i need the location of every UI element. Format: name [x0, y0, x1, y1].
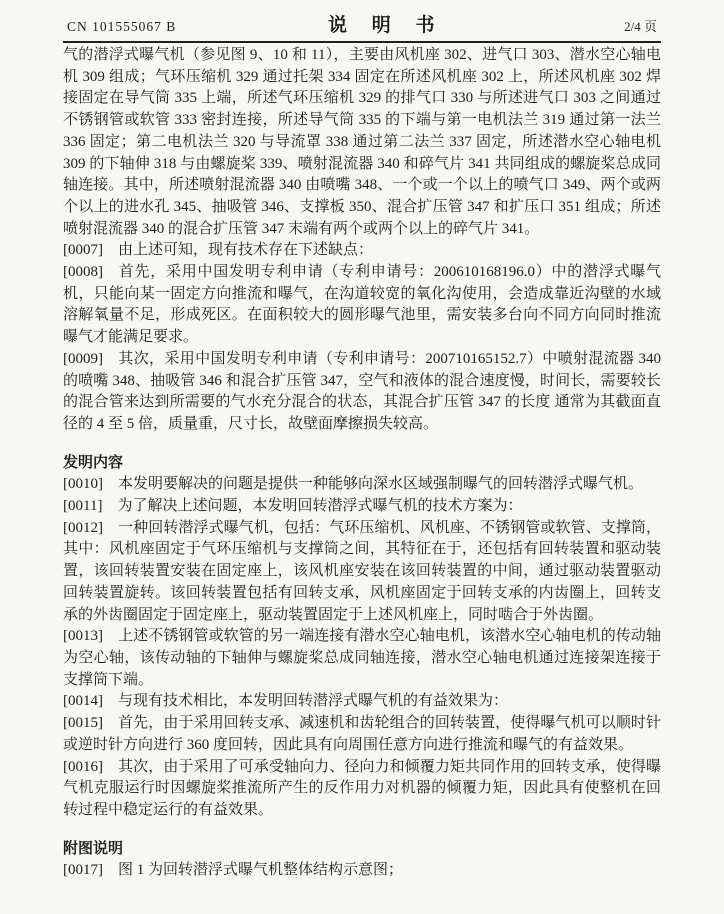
paragraph: [0015] 首先，由于采用回转支承、减速机和齿轮组合的回转装置，使得曝气机可以顺时针或逆时针方向进行 360 度回转，因此具有向周围任意方向进行推流和曝气的有益效果。 — [63, 715, 661, 753]
paragraph-number: [0012] — [63, 519, 103, 536]
paragraph-number: [0016] — [63, 758, 103, 775]
paragraph-number: [0009] — [63, 350, 103, 367]
paragraph: [0010] 本发明要解决的问题是提供一种能够向深水区域强制曝气的回转潜浮式曝气机。 — [63, 476, 644, 493]
section-heading: 发明内容 — [63, 454, 124, 471]
paragraph: [0016] 其次，由于采用了可承受轴向力、径向力和倾覆力矩共同作用的回转支承，使得曝气机克服运行时因螺旋桨推流所产生的反作用力对机器的倾覆力矩，因此具有使整机在回转过程中稳定运行的有益效果。 — [63, 758, 661, 818]
paragraph-number: [0015] — [63, 715, 103, 732]
paragraph: [0011] 为了解决上述问题，本发明回转潜浮式曝气机的技术方案为： — [63, 498, 523, 515]
header-divider-rule — [63, 41, 661, 43]
page-number-indicator: 2/4 页 — [624, 19, 657, 34]
paragraph: [0017] 图 1 为回转潜浮式曝气机整体结构示意图； — [63, 862, 404, 879]
paragraph-number: [0008] — [63, 264, 103, 281]
paragraph-number: [0017] — [63, 862, 103, 879]
paragraph: 气的潜浮式曝气机（参见图 9、10 和 11），主要由风机座 302、进气口 303、潜水空心轴电机 309 组成；气环压缩机 329 通过托架 334 固定在所述风机座 302 上，所述风机座 302 焊接固定在导气筒 335 上端，所述气环压缩机 329 的排气口 330 与所述进气口 303 之间通过不锈钢管或软管 333 密封连接，所述导气筒 335 的下端与第一电机法兰 319 通过第一法兰 336 固定；第二电机法兰 320 与导流罩 338 通过第二法兰 337 固定，所述潜水空心轴电机 309 的下轴伸 318 与由螺旋桨 339、喷射混流器 340 和碎气片 341 共同组成的螺旋桨总成同轴连接。其中，所述喷射混流器 340 由喷嘴 348、一个或一个以上的喷气口 349、两个或两个以上的进水孔 345、抽吸管 346、支撑板 350、混合扩压管 347 和扩压口 351 组成；所述喷射混流器 340 的混合扩压管 347 末端有两个或两个以上的碎气片 341。 — [63, 47, 661, 237]
paragraph: [0009] 其次，采用中国发明专利申请（专利申请号：200710165152.7）中喷射混流器 340 的喷嘴 348、抽吸管 346 和混合扩压管 347，空气和液体的混合速度慢，时间长，需要较长的混合管来达到所需要的气水充分混合的状态，其混合扩压管 347 的长度 通常为其截面直径的 4 至 5 倍，质量重，尺寸长，故壁面摩擦损失较高。 — [63, 350, 661, 432]
paragraph: [0007] 由上述可知，现有技术存在下述缺点： — [63, 242, 374, 259]
document-title: 说 明 书 — [327, 15, 445, 36]
paragraph-number: [0013] — [63, 628, 103, 645]
document-body — [63, 45, 661, 882]
paragraph: [0014] 与现有技术相比，本发明回转潜浮式曝气机的有益效果为： — [63, 693, 509, 710]
paragraph: [0008] 首先，采用中国发明专利申请（专利申请号：200610168196.0）中的潜浮式曝气机，只能向某一固定方向推流和曝气，在沟道较宽的氧化沟使用，会造成靠近沟壁的水域溶解氧量不足，形成死区。在面积较大的圆形曝气池里，需安装多台向不同方向同时推流曝气才能满足要求。 — [63, 264, 661, 346]
paragraph: [0012] 一种回转潜浮式曝气机，包括：气环压缩机、风机座、不锈钢管或软管、支撑筒，其中：风机座固定于气环压缩机与支撑筒之间，其特征在于，还包括有回转装置和驱动装置，该回转装置安装在固定座上，该风机座安装在该回转装置的中间，通过驱动装置驱动回转装置旋转。该回转装置包括有回转支承，风机座固定于回转支承的内齿圈上，回转支承的外齿圈固定于固定座上，驱动装置固定于上述风机座上，同时啮合于外齿圈。 — [63, 519, 661, 623]
paragraph-number: [0014] — [63, 693, 103, 710]
section-heading: 附图说明 — [63, 840, 124, 857]
paragraph-number: [0007] — [63, 242, 103, 259]
paragraph-number: [0011] — [63, 498, 103, 515]
paragraph: [0013] 上述不锈钢管或软管的另一端连接有潜水空心轴电机，该潜水空心轴电机的传动轴为空心轴，该传动轴的下轴伸与螺旋桨总成同轴连接，潜水空心轴电机通过连接架连接于支撑筒下端。 — [63, 628, 661, 688]
patent-number: CN 101555067 B — [67, 19, 177, 34]
paragraph-number: [0010] — [63, 476, 103, 493]
page-header — [63, 8, 661, 41]
